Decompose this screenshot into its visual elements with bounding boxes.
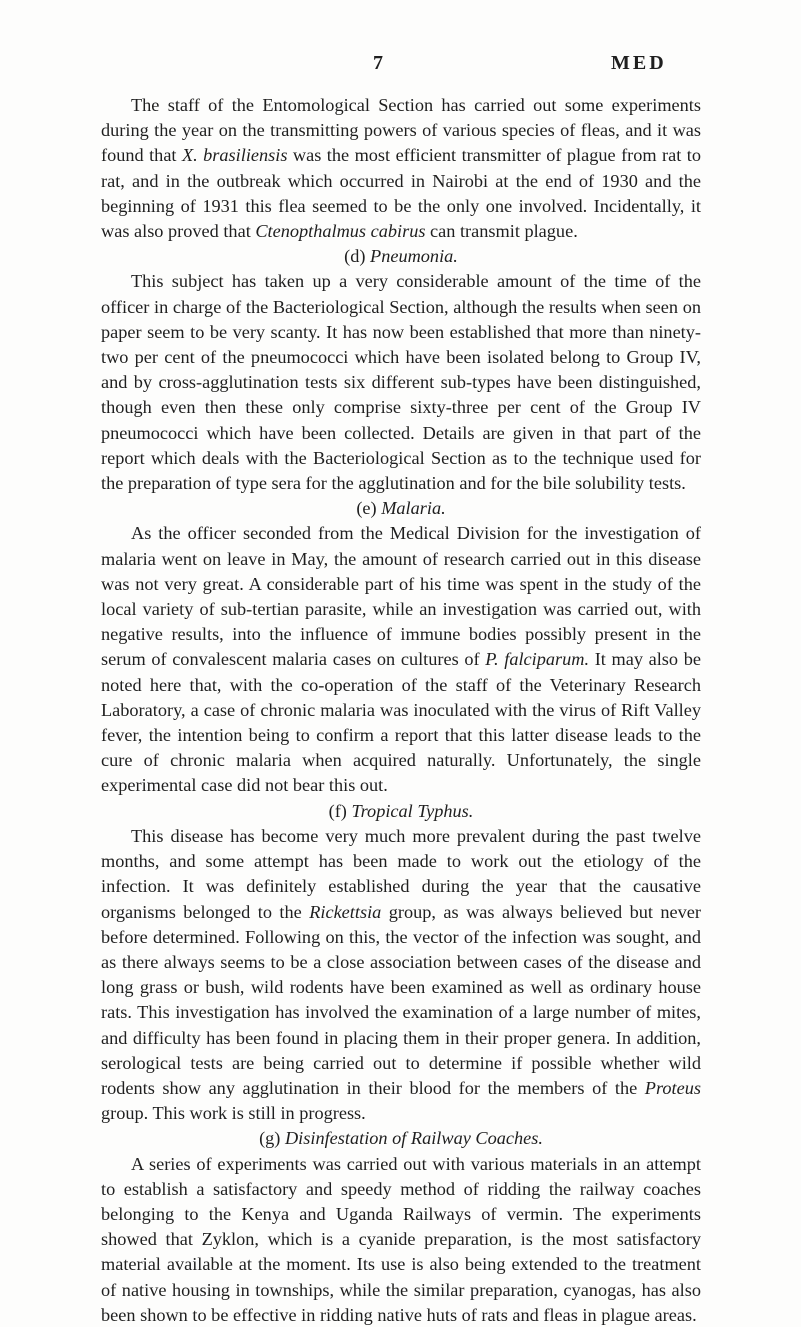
section-title: Tropical Typhus. (351, 800, 474, 821)
section-heading-malaria (101, 496, 701, 521)
species-name: Ctenopthalmus cabirus (255, 221, 426, 242)
section-title: Pneumonia. (370, 246, 458, 267)
section-label: (g) (259, 1128, 281, 1149)
text-span: group, as was always believed but never before determined. Following on this, the vector of the infection was sought, and as there always seems to be a close association between cases of the disease and long grass or bush, wild rodents have been examined as well as ordinary house rats. This investigation has involved the examination of a large number of mites, and difficulty has been found in placing them in their proper genera. In addition, serological tests are being carried out to determine if possible whether wild rodents show any agglutination in their blood for the members of the (101, 901, 701, 1098)
text-span: As the officer seconded from the Medical Division for the investigation of malaria went on leave in May, the amount of research carried out in this disease was not very great. A considerable part of his time was spent in the study of the local variety of sub-tertian parasite, while an investigation was carried out, with negative results, into the influence of immune bodies possibly present in the serum of convalescent malaria cases on cultures of (101, 523, 701, 670)
paragraph-fleas (101, 93, 701, 244)
section-title: Disinfestation of Railway Coaches. (284, 1128, 543, 1149)
page-header (0, 52, 801, 80)
genus-name: Rickettsia (309, 901, 382, 922)
species-name: X. brasiliensis (181, 145, 288, 166)
text-span: group. This work is still in progress. (101, 1103, 366, 1124)
text-span: The staff of the Entomological Section has carried out some experiments during the year on the transmitting powers of various species of fleas, and it was found that (101, 95, 701, 166)
text-span: was the most efficient transmitter of plague from rat to rat, and in the outbreak which occurred in Nairobi at the end of 1930 and the beginning of 1931 this flea seemed to be the only one involved. Incidentally, it was also proved that (101, 145, 701, 242)
species-name: P. falciparum. (485, 649, 590, 670)
section-label: (d) (344, 246, 366, 267)
paragraph-malaria (101, 521, 701, 798)
text-span: can transmit plague. (425, 221, 578, 242)
paragraph-typhus (101, 824, 701, 1126)
body-text (101, 93, 701, 1328)
paragraph-pneumonia: This subject has taken up a very considerable amount of the time of the officer in charge of the Bacteriological Section, although the results when seen on paper seem to be very scanty. It has now been established that more than ninety-two per cent of the pneumococci which have been isolated belong to Group IV, and by cross-agglutination tests six different sub-types have been distinguished, though even then these only comprise sixty-three per cent of the Group IV pneumococci which have been collected. Details are given in that part of the report which deals with the Bacteriological Section as to the technique used for the preparation of type sera for the agglutination and for the bile solubility tests. (101, 271, 701, 494)
section-heading-pneumonia (101, 244, 701, 269)
section-label: (e) (356, 498, 377, 519)
section-heading-typhus (101, 799, 701, 824)
paragraph-disinfestation: A series of experiments was carried out with various materials in an attempt to establish a satisfactory and speedy method of ridding the railway coaches belonging to the Kenya and Uganda Railways of vermin. The experiments showed that Zyklon, which is a cyanide preparation, is the most satisfactory material available at the moment. Its use is also being extended to the treatment of native housing in townships, while the similar preparation, cyanogas, has also been shown to be effective in ridding native huts of rats and fleas in plague areas. (101, 1153, 701, 1325)
genus-name: Proteus (644, 1077, 701, 1098)
text-span: It may also be noted here that, with the co-operation of the staff of the Veterinary Research Laboratory, a case of chronic malaria was inoculated with the virus of Rift Valley fever, the intention being to confirm a report that this latter disease leads to the cure of chronic malaria when acquired naturally. Unfortunately, the single experimental case did not bear this out. (101, 649, 701, 796)
page-number: 7 (373, 52, 383, 74)
running-head: MED (611, 52, 667, 74)
section-title: Malaria. (381, 498, 446, 519)
section-label: (f) (328, 800, 347, 821)
text-span: This disease has become very much more prevalent during the past twelve months, and some attempt has been made to work out the etiology of the infection. It was definitely established during the year that the causative organisms belonged to the (101, 825, 701, 922)
section-heading-disinfestation (101, 1126, 701, 1151)
